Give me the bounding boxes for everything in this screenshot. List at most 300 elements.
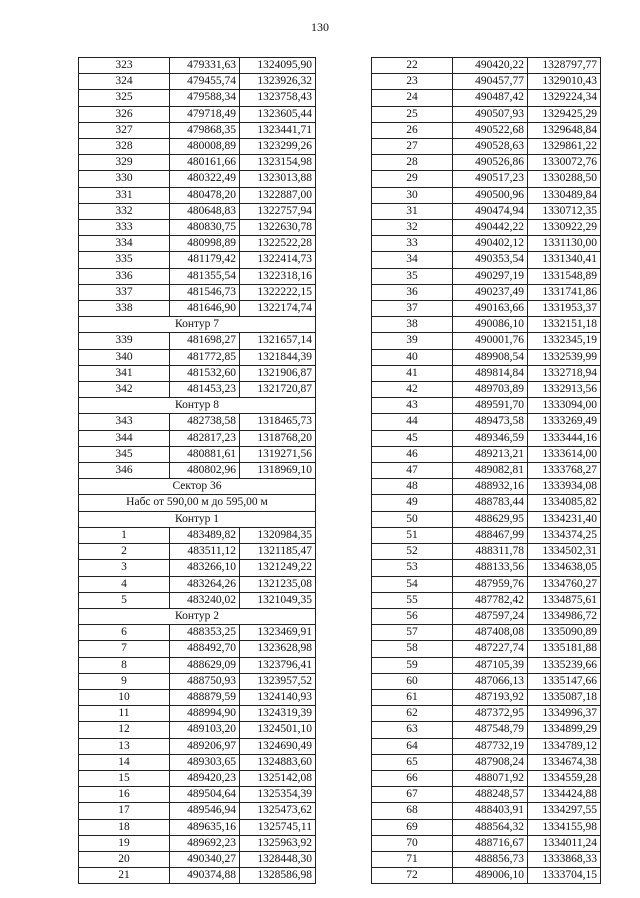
y-coordinate-cell: 1335147,66 [528,673,601,689]
y-coordinate-cell: 1332151,18 [528,317,601,333]
point-number-cell: 337 [79,284,170,300]
x-coordinate-cell: 488492,70 [170,641,240,657]
table-row [372,139,601,155]
point-number-cell: 15 [79,770,170,786]
point-number-cell: 58 [372,641,453,657]
y-coordinate-cell: 1334986,72 [528,608,601,624]
point-number-cell: 60 [372,673,453,689]
x-coordinate-cell: 489546,94 [170,803,240,819]
y-coordinate-cell: 1330712,35 [528,203,601,219]
y-coordinate-cell: 1318969,10 [240,463,316,479]
point-number-cell: 323 [79,58,170,74]
point-number-cell: 31 [372,203,453,219]
y-coordinate-cell: 1323154,98 [240,155,316,171]
table-row [79,106,316,122]
point-number-cell: 346 [79,463,170,479]
y-coordinate-cell: 1330489,84 [528,187,601,203]
table-row [79,868,316,884]
table-row [372,349,601,365]
x-coordinate-cell: 487193,92 [453,689,528,705]
x-coordinate-cell: 490420,22 [453,58,528,74]
table-row [372,495,601,511]
point-number-cell: 12 [79,722,170,738]
point-number-cell: 72 [372,868,453,884]
y-coordinate-cell: 1321657,14 [240,333,316,349]
y-coordinate-cell: 1322757,94 [240,203,316,219]
y-coordinate-cell: 1323441,71 [240,122,316,138]
point-number-cell: 342 [79,382,170,398]
x-coordinate-cell: 487372,95 [453,706,528,722]
table-row [79,754,316,770]
point-number-cell: 2 [79,544,170,560]
point-number-cell: 26 [372,122,453,138]
point-number-cell: 27 [372,139,453,155]
table-row [79,706,316,722]
table-row [372,527,601,543]
x-coordinate-cell: 488353,25 [170,625,240,641]
x-coordinate-cell: 487227,74 [453,641,528,657]
y-coordinate-cell: 1334875,61 [528,592,601,608]
x-coordinate-cell: 480478,20 [170,187,240,203]
y-coordinate-cell: 1325473,62 [240,803,316,819]
x-coordinate-cell: 483240,02 [170,592,240,608]
y-coordinate-cell: 1324095,90 [240,58,316,74]
x-coordinate-cell: 487408,08 [453,625,528,641]
point-number-cell: 331 [79,187,170,203]
x-coordinate-cell: 489703,89 [453,382,528,398]
x-coordinate-cell: 489303,65 [170,754,240,770]
x-coordinate-cell: 489346,59 [453,430,528,446]
x-coordinate-cell: 481772,85 [170,349,240,365]
x-coordinate-cell: 489692,23 [170,835,240,851]
x-coordinate-cell: 479718,49 [170,106,240,122]
point-number-cell: 36 [372,284,453,300]
table-row [79,203,316,219]
point-number-cell: 68 [372,803,453,819]
point-number-cell: 69 [372,819,453,835]
x-coordinate-cell: 479455,74 [170,74,240,90]
y-coordinate-cell: 1335239,66 [528,657,601,673]
y-coordinate-cell: 1330922,29 [528,220,601,236]
table-row [79,722,316,738]
y-coordinate-cell: 1320984,35 [240,527,316,543]
x-coordinate-cell: 488750,93 [170,673,240,689]
x-coordinate-cell: 481532,60 [170,365,240,381]
table-row [79,673,316,689]
x-coordinate-cell: 488311,78 [453,544,528,560]
point-number-cell: 20 [79,851,170,867]
point-number-cell: 30 [372,187,453,203]
table-row [79,382,316,398]
y-coordinate-cell: 1334760,27 [528,576,601,592]
table-row [372,317,601,333]
y-coordinate-cell: 1322414,73 [240,252,316,268]
table-row [79,365,316,381]
section-header-row [79,495,316,511]
section-header-row [79,317,316,333]
point-number-cell: 338 [79,301,170,317]
y-coordinate-cell: 1334085,82 [528,495,601,511]
table-row [372,284,601,300]
y-coordinate-cell: 1322318,16 [240,268,316,284]
point-number-cell: 344 [79,430,170,446]
table-row [372,657,601,673]
table-row [372,220,601,236]
y-coordinate-cell: 1323605,44 [240,106,316,122]
table-row [79,236,316,252]
table-row [372,722,601,738]
x-coordinate-cell: 490374,88 [170,868,240,884]
point-number-cell: 324 [79,74,170,90]
point-number-cell: 335 [79,252,170,268]
point-number-cell: 40 [372,349,453,365]
table-row [79,139,316,155]
table-row [372,754,601,770]
point-number-cell: 38 [372,317,453,333]
table-row [79,819,316,835]
point-number-cell: 343 [79,414,170,430]
y-coordinate-cell: 1334899,29 [528,722,601,738]
point-number-cell: 18 [79,819,170,835]
point-number-cell: 48 [372,479,453,495]
y-coordinate-cell: 1324883,60 [240,754,316,770]
y-coordinate-cell: 1333934,08 [528,479,601,495]
y-coordinate-cell: 1322174,74 [240,301,316,317]
table-row [372,333,601,349]
x-coordinate-cell: 479331,63 [170,58,240,74]
table-row [79,463,316,479]
x-coordinate-cell: 483264,26 [170,576,240,592]
table-row [79,90,316,106]
table-row [372,576,601,592]
x-coordinate-cell: 489082,81 [453,463,528,479]
table-row [372,252,601,268]
table-row [372,365,601,381]
section-header-row [79,479,316,495]
y-coordinate-cell: 1322887,00 [240,187,316,203]
point-number-cell: 66 [372,770,453,786]
point-number-cell: 329 [79,155,170,171]
point-number-cell: 41 [372,365,453,381]
x-coordinate-cell: 489814,84 [453,365,528,381]
table-row [372,90,601,106]
point-number-cell: 46 [372,446,453,462]
y-coordinate-cell: 1321906,87 [240,365,316,381]
x-coordinate-cell: 489635,16 [170,819,240,835]
table-row [79,592,316,608]
point-number-cell: 336 [79,268,170,284]
y-coordinate-cell: 1334559,28 [528,770,601,786]
table-row [372,689,601,705]
point-number-cell: 327 [79,122,170,138]
point-number-cell: 32 [372,220,453,236]
table-row [372,106,601,122]
point-number-cell: 65 [372,754,453,770]
table-row [79,414,316,430]
x-coordinate-cell: 488783,44 [453,495,528,511]
table-row [372,430,601,446]
table-row [79,446,316,462]
point-number-cell: 9 [79,673,170,689]
x-coordinate-cell: 481355,54 [170,268,240,284]
y-coordinate-cell: 1333768,27 [528,463,601,479]
table-row [79,527,316,543]
y-coordinate-cell: 1321185,47 [240,544,316,560]
table-row [372,641,601,657]
x-coordinate-cell: 490526,86 [453,155,528,171]
x-coordinate-cell: 488856,73 [453,851,528,867]
y-coordinate-cell: 1331741,86 [528,284,601,300]
y-coordinate-cell: 1323469,91 [240,625,316,641]
y-coordinate-cell: 1334502,31 [528,544,601,560]
table-row [79,74,316,90]
table-row [372,673,601,689]
table-row [372,171,601,187]
point-number-cell: 4 [79,576,170,592]
x-coordinate-cell: 480008,89 [170,139,240,155]
x-coordinate-cell: 481698,27 [170,333,240,349]
table-row [79,689,316,705]
point-number-cell: 43 [372,398,453,414]
point-number-cell: 61 [372,689,453,705]
table-row [372,770,601,786]
y-coordinate-cell: 1328797,77 [528,58,601,74]
y-coordinate-cell: 1318768,20 [240,430,316,446]
y-coordinate-cell: 1331953,37 [528,301,601,317]
x-coordinate-cell: 483266,10 [170,560,240,576]
y-coordinate-cell: 1332345,19 [528,333,601,349]
y-coordinate-cell: 1329648,84 [528,122,601,138]
table-row [79,625,316,641]
point-number-cell: 52 [372,544,453,560]
x-coordinate-cell: 490522,68 [453,122,528,138]
table-row [79,171,316,187]
point-number-cell: 34 [372,252,453,268]
y-coordinate-cell: 1330072,76 [528,155,601,171]
section-header: Набс от 590,00 м до 595,00 м [79,495,316,511]
section-header: Сектор 36 [79,479,316,495]
table-row [79,851,316,867]
point-number-cell: 330 [79,171,170,187]
point-number-cell: 33 [372,236,453,252]
y-coordinate-cell: 1329224,34 [528,90,601,106]
y-coordinate-cell: 1332718,94 [528,365,601,381]
y-coordinate-cell: 1328448,30 [240,851,316,867]
x-coordinate-cell: 490237,49 [453,284,528,300]
x-coordinate-cell: 489504,64 [170,787,240,803]
point-number-cell: 39 [372,333,453,349]
y-coordinate-cell: 1328586,98 [240,868,316,884]
table-row [372,625,601,641]
table-row [372,382,601,398]
x-coordinate-cell: 481546,73 [170,284,240,300]
table-row [372,835,601,851]
table-row [372,868,601,884]
table-row [372,446,601,462]
x-coordinate-cell: 490442,22 [453,220,528,236]
point-number-cell: 49 [372,495,453,511]
x-coordinate-cell: 490507,93 [453,106,528,122]
x-coordinate-cell: 490457,77 [453,74,528,90]
x-coordinate-cell: 488629,09 [170,657,240,673]
x-coordinate-cell: 480881,61 [170,446,240,462]
x-coordinate-cell: 487597,24 [453,608,528,624]
y-coordinate-cell: 1322522,28 [240,236,316,252]
table-row [372,122,601,138]
table-row [79,738,316,754]
table-row [372,560,601,576]
table-row [79,155,316,171]
x-coordinate-cell: 488564,32 [453,819,528,835]
table-row [79,301,316,317]
y-coordinate-cell: 1323796,41 [240,657,316,673]
point-number-cell: 53 [372,560,453,576]
table-row [79,835,316,851]
y-coordinate-cell: 1332913,56 [528,382,601,398]
y-coordinate-cell: 1323926,32 [240,74,316,90]
table-row [79,787,316,803]
y-coordinate-cell: 1321720,87 [240,382,316,398]
y-coordinate-cell: 1324140,93 [240,689,316,705]
x-coordinate-cell: 479868,35 [170,122,240,138]
x-coordinate-cell: 487066,13 [453,673,528,689]
section-header-row [79,608,316,624]
x-coordinate-cell: 490500,96 [453,187,528,203]
x-coordinate-cell: 483511,12 [170,544,240,560]
coordinates-table-right [371,57,601,884]
y-coordinate-cell: 1333444,16 [528,430,601,446]
x-coordinate-cell: 490528,63 [453,139,528,155]
table-row [79,349,316,365]
y-coordinate-cell: 1321235,08 [240,576,316,592]
x-coordinate-cell: 481179,42 [170,252,240,268]
point-number-cell: 14 [79,754,170,770]
table-row [79,122,316,138]
point-number-cell: 13 [79,738,170,754]
y-coordinate-cell: 1331548,89 [528,268,601,284]
coordinates-table-left [78,57,316,884]
table-row [79,430,316,446]
y-coordinate-cell: 1331130,00 [528,236,601,252]
y-coordinate-cell: 1319271,56 [240,446,316,462]
x-coordinate-cell: 483489,82 [170,527,240,543]
table-row [372,74,601,90]
x-coordinate-cell: 488629,95 [453,511,528,527]
y-coordinate-cell: 1330288,50 [528,171,601,187]
x-coordinate-cell: 487782,42 [453,592,528,608]
y-coordinate-cell: 1335181,88 [528,641,601,657]
point-number-cell: 45 [372,430,453,446]
point-number-cell: 59 [372,657,453,673]
y-coordinate-cell: 1325963,92 [240,835,316,851]
y-coordinate-cell: 1331340,41 [528,252,601,268]
section-header-row [79,398,316,414]
point-number-cell: 37 [372,301,453,317]
y-coordinate-cell: 1334996,37 [528,706,601,722]
x-coordinate-cell: 481646,90 [170,301,240,317]
y-coordinate-cell: 1334231,40 [528,511,601,527]
table-row [372,463,601,479]
x-coordinate-cell: 487105,39 [453,657,528,673]
point-number-cell: 341 [79,365,170,381]
section-header: Контур 2 [79,608,316,624]
table-row [372,236,601,252]
x-coordinate-cell: 490163,66 [453,301,528,317]
point-number-cell: 56 [372,608,453,624]
table-row [79,220,316,236]
y-coordinate-cell: 1323957,52 [240,673,316,689]
x-coordinate-cell: 482738,58 [170,414,240,430]
table-row [372,268,601,284]
y-coordinate-cell: 1323299,26 [240,139,316,155]
table-row [372,58,601,74]
x-coordinate-cell: 489006,10 [453,868,528,884]
point-number-cell: 63 [372,722,453,738]
x-coordinate-cell: 488467,99 [453,527,528,543]
table-row [372,803,601,819]
point-number-cell: 326 [79,106,170,122]
x-coordinate-cell: 488716,67 [453,835,528,851]
x-coordinate-cell: 488994,90 [170,706,240,722]
point-number-cell: 67 [372,787,453,803]
y-coordinate-cell: 1323013,88 [240,171,316,187]
point-number-cell: 62 [372,706,453,722]
x-coordinate-cell: 482817,23 [170,430,240,446]
point-number-cell: 325 [79,90,170,106]
x-coordinate-cell: 489103,20 [170,722,240,738]
y-coordinate-cell: 1333704,15 [528,868,601,884]
x-coordinate-cell: 487548,79 [453,722,528,738]
y-coordinate-cell: 1334297,55 [528,803,601,819]
section-header: Контур 1 [79,511,316,527]
y-coordinate-cell: 1333094,00 [528,398,601,414]
table-row [79,560,316,576]
x-coordinate-cell: 488071,92 [453,770,528,786]
x-coordinate-cell: 488133,56 [453,560,528,576]
table-row [372,155,601,171]
y-coordinate-cell: 1334424,88 [528,787,601,803]
x-coordinate-cell: 488879,59 [170,689,240,705]
x-coordinate-cell: 488932,16 [453,479,528,495]
x-coordinate-cell: 489908,54 [453,349,528,365]
x-coordinate-cell: 490340,27 [170,851,240,867]
y-coordinate-cell: 1334789,12 [528,738,601,754]
table-row [372,738,601,754]
point-number-cell: 339 [79,333,170,349]
point-number-cell: 17 [79,803,170,819]
x-coordinate-cell: 487908,24 [453,754,528,770]
y-coordinate-cell: 1325142,08 [240,770,316,786]
point-number-cell: 42 [372,382,453,398]
point-number-cell: 11 [79,706,170,722]
x-coordinate-cell: 489206,97 [170,738,240,754]
point-number-cell: 25 [372,106,453,122]
point-number-cell: 71 [372,851,453,867]
y-coordinate-cell: 1324501,10 [240,722,316,738]
table-row [372,787,601,803]
y-coordinate-cell: 1334638,05 [528,560,601,576]
y-coordinate-cell: 1321844,39 [240,349,316,365]
point-number-cell: 28 [372,155,453,171]
x-coordinate-cell: 480998,89 [170,236,240,252]
y-coordinate-cell: 1318465,73 [240,414,316,430]
page-number: 130 [311,20,329,34]
table-row [79,641,316,657]
y-coordinate-cell: 1332539,99 [528,349,601,365]
x-coordinate-cell: 489473,58 [453,414,528,430]
y-coordinate-cell: 1329861,22 [528,139,601,155]
y-coordinate-cell: 1329425,29 [528,106,601,122]
